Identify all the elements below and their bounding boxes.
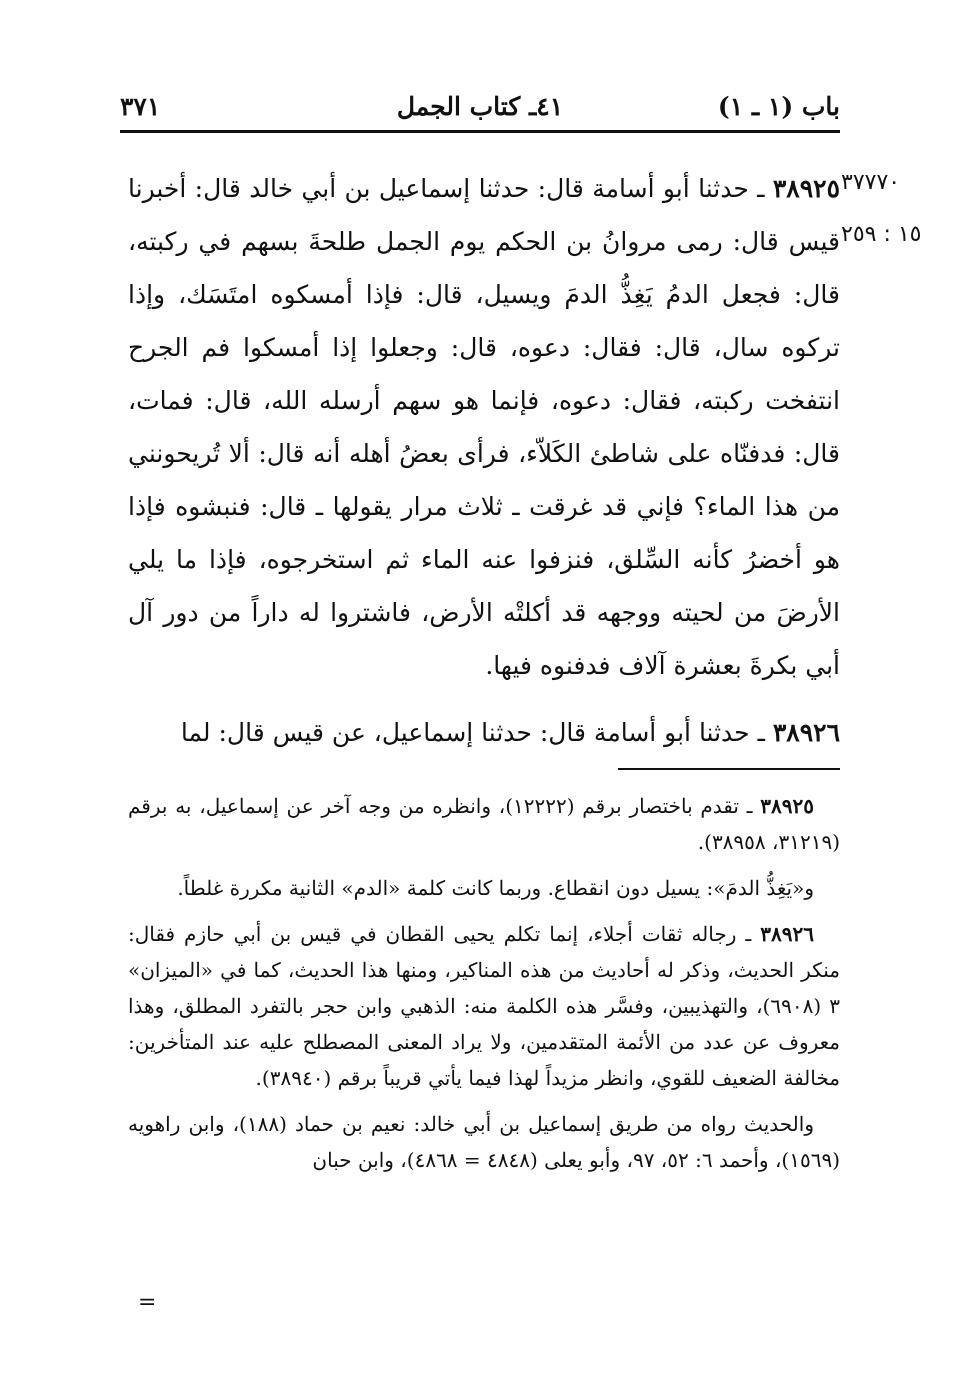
continuation-mark: = [138, 1290, 157, 1315]
hadith-paragraph [128, 162, 840, 692]
main-text [128, 162, 840, 759]
chapter-label: باب (١ ـ ١) [717, 92, 840, 121]
footnote-text: ـ تقدم باختصار برقم (١٢٢٢٢)، وانظره من وجه آخر عن إسماعيل، به برقم (٣١٢١٩، ٣٨٩٥٨). [128, 794, 840, 854]
footnote [128, 916, 840, 1096]
footnote-divider [618, 768, 840, 770]
hadith-number: ٣٨٩٢٥ [772, 174, 840, 203]
hadith-text: ـ حدثنا أبو أسامة قال: حدثنا إسماعيل بن أبي خالد قال: أخبرنا قيس قال: رمى مروانُ بن الحكم يوم الجمل طلحةَ بسهم في ركبته، قال: فجعل الدمُ يَغِذُّ الدمَ ويسيل، قال: فإذا أمسكوه امتَسَك، وإذا تركوه سال، قال: فقال: دعوه، قال: وجعلوا إذا أمسكوا فم الجرح انتفخت ركبته، فقال: دعوه، فإنما هو سهم أرسله الله، قال: فمات، قال: فدفنّاه على شاطئ الكَلاّء، فرأى بعضُ أهله أنه قال: ألا تُريحونني من هذا الماء؟ فإني قد غرقت ـ ثلاث مرار يقولها ـ قال: فنبشوه فإذا هو أخضرُ كأنه السِّلق، فنزفوا عنه الماء ثم استخرجوه، فإذا ما يلي الأرضَ من لحيته ووجهه قد أكلتْه الأرض، فاشتروا له داراً من دور آل أبي بكرةَ بعشرة آلاف فدفنوه فيها. [128, 174, 840, 680]
hadith-number: ٣٨٩٢٦ [772, 718, 840, 747]
footnotes [128, 788, 840, 1188]
page-header [120, 82, 840, 133]
margin-reference-2: ١٥ : ٢٥٩ [841, 222, 922, 247]
footnote-text: و«يَغِذُّ الدمَ»: يسيل دون انقطاع. وربما كانت كلمة «الدم» الثانية مكررة غلطاً. [177, 876, 814, 900]
footnote [128, 788, 840, 860]
footnote-text: والحديث رواه من طريق إسماعيل بن أبي خالد: نعيم بن حماد (١٨٨)، وابن راهويه (١٥٦٩)، وأحمد ٦: ٥٢، ٩٧، وأبو يعلى (٤٨٤٨ = ٤٨٦٨)، وابن حبان [128, 1112, 840, 1172]
footnote [128, 1106, 840, 1178]
margin-reference-1: ٣٧٧٧٠ [841, 170, 901, 195]
page-number: ٣٧١ [120, 92, 161, 121]
hadith-paragraph [128, 706, 840, 759]
hadith-text: ـ حدثنا أبو أسامة قال: حدثنا إسماعيل، عن قيس قال: لما [180, 718, 773, 747]
book-title: ٤١ـ كتاب الجمل [396, 92, 564, 121]
footnote-number: ٣٨٩٢٥ [760, 794, 815, 818]
footnote-number: ٣٨٩٢٦ [760, 922, 814, 946]
footnote [128, 870, 840, 906]
footnote-text: ـ رجاله ثقات أجلاء، إنما تكلم يحيى القطان في قيس بن أبي حازم فقال: منكر الحديث، وذكر له أحاديث من هذه المناكير، ومنها هذا الحديث، كما في «الميزان» ٣ (٦٩٠٨)، والتهذيبين، وفسَّر هذه الكلمة منه: الذهبي وابن حجر بالتفرد المطلق، وهذا معروف عن عدد من الأئمة المتقدمين، ولا يراد المعنى المصطلح عليه عند المتأخرين: مخالفة الضعيف للقوي، وانظر مزيداً لهذا فيما يأتي قريباً برقم (٣٨٩٤٠). [128, 922, 840, 1090]
